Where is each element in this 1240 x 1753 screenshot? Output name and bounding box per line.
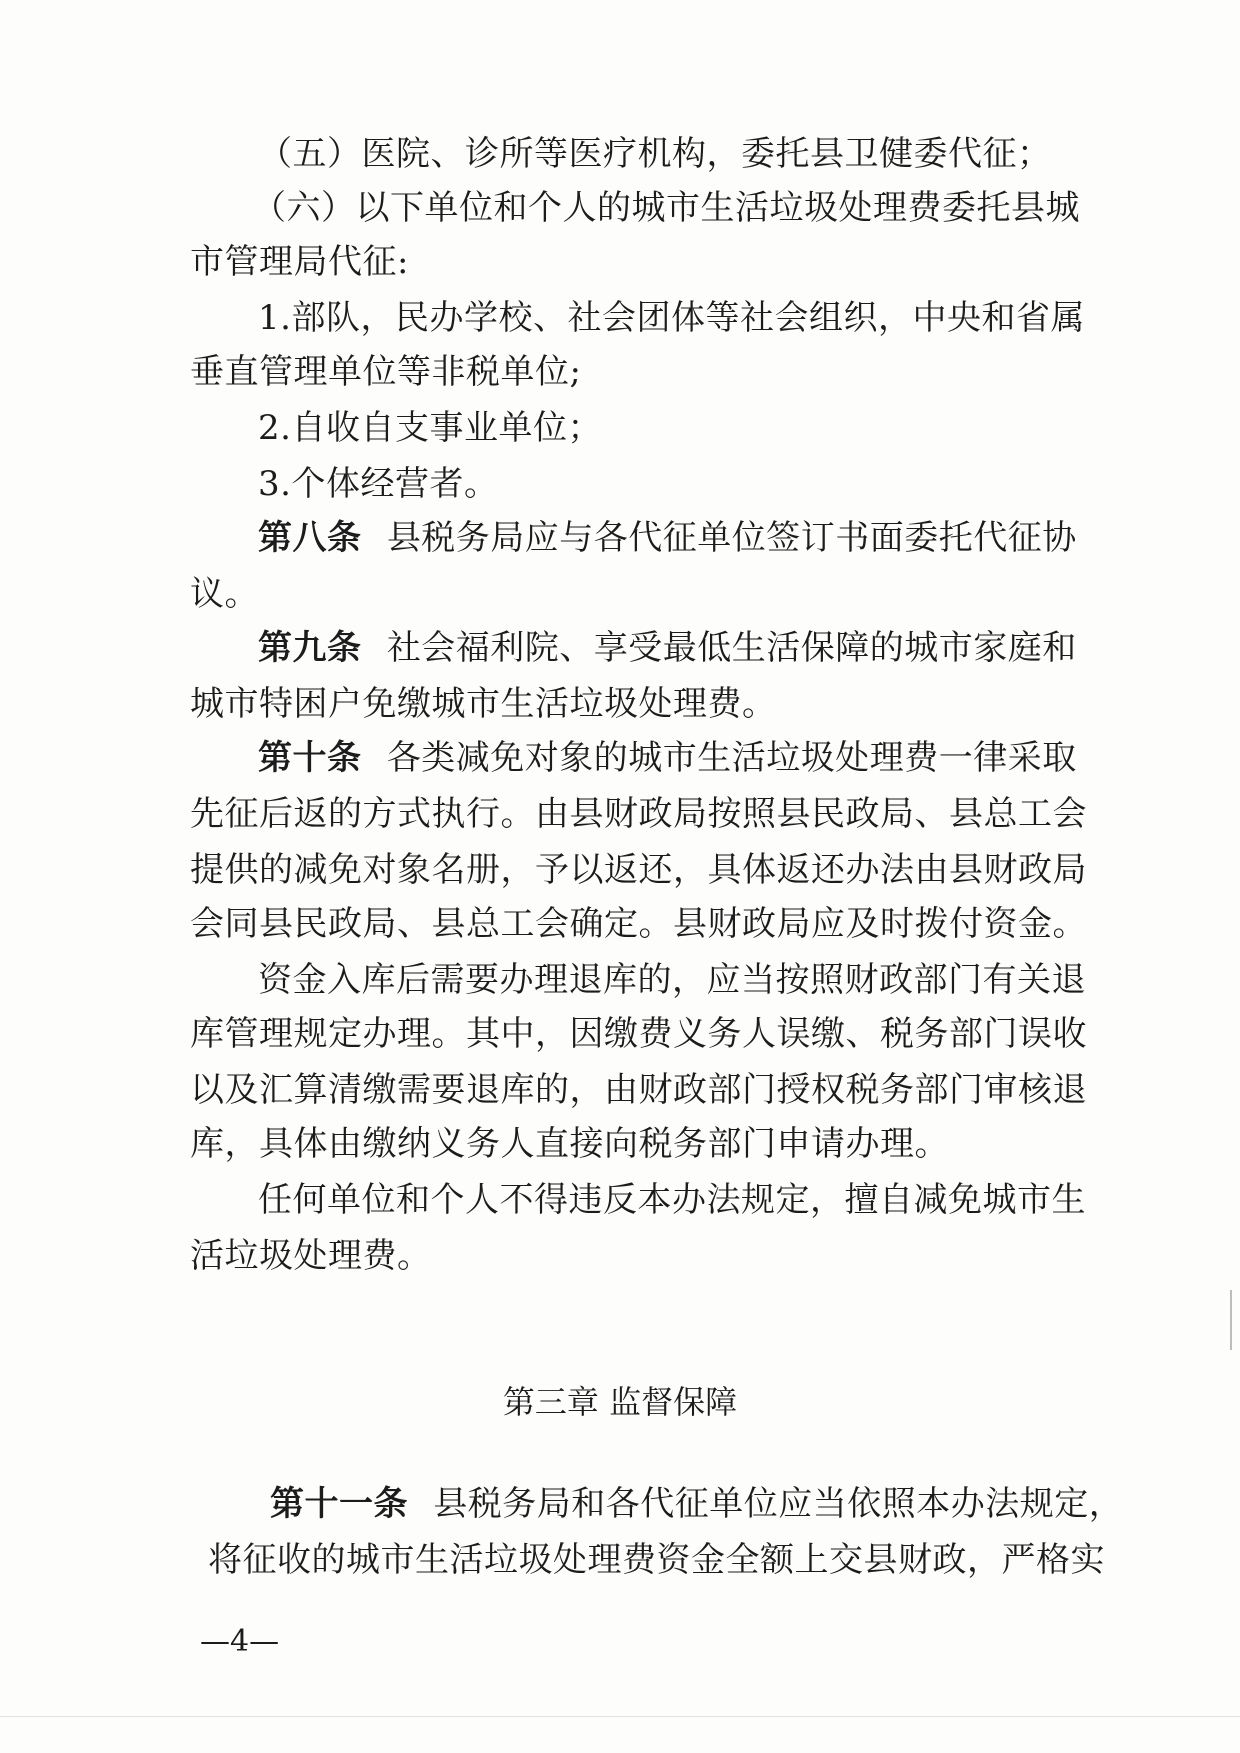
page-number: —4— [200,1624,280,1659]
article-8 [258,516,1077,560]
text-line: （五）医院、诊所等医疗机构，委托县卫健委代征； [258,134,1052,174]
text-line: 提供的减免对象名册，予以返还，具体返还办法由县财政局 [190,850,1087,890]
text-line: 议。 [190,574,259,614]
text-line: （六）以下单位和个人的城市生活垃圾处理费委托县城 [252,188,1080,228]
text-line: 将征收的城市生活垃圾处理费资金全额上交县财政，严格实 [208,1540,1105,1580]
article-heading: 第八条 [258,518,362,558]
text-line: 城市特困户免缴城市生活垃圾处理费。 [190,684,777,724]
chapter-title: 第三章 监督保障 [502,1383,738,1421]
article-heading: 第十条 [258,738,362,778]
text-line: 2.自收自支事业单位； [258,408,602,448]
article-text: 社会福利院、享受最低生活保障的城市家庭和 [386,628,1077,668]
text-line: 任何单位和个人不得违反本办法规定，擅自减免城市生 [258,1180,1086,1220]
text-line: 库，具体由缴纳义务人直接向税务部门申请办理。 [190,1124,949,1164]
article-heading: 第十一条 [270,1484,408,1524]
article-heading: 第九条 [258,628,362,668]
scan-bottom-edge [0,1716,1240,1717]
text-line: 1.部队，民办学校、社会团体等社会组织，中央和省属 [258,298,1085,338]
article-11 [270,1482,1123,1526]
text-line: 库管理规定办理。其中，因缴费义务人误缴、税务部门误收 [190,1014,1087,1054]
text-line: 会同县民政局、县总工会确定。县财政局应及时拨付资金。 [190,904,1087,944]
article-10 [258,736,1077,780]
article-text: 县税务局应与各代征单位签订书面委托代征协 [386,518,1077,558]
scan-edge-mark [1230,1290,1232,1350]
text-line: 资金入库后需要办理退库的，应当按照财政部门有关退 [258,960,1086,1000]
text-line: 活垃圾处理费。 [190,1236,432,1276]
text-line: 先征后返的方式执行。由县财政局按照县民政局、县总工会 [190,794,1087,834]
article-9 [258,626,1077,670]
text-line: 以及汇算清缴需要退库的，由财政部门授权税务部门审核退 [190,1070,1087,1110]
text-line: 垂直管理单位等非税单位; [190,352,582,392]
article-text: 县税务局和各代征单位应当依照本办法规定， [433,1484,1124,1524]
text-line: 3.个体经营者。 [258,464,499,504]
text-line: 市管理局代征: [190,242,409,282]
article-text: 各类减免对象的城市生活垃圾处理费一律采取 [386,738,1077,778]
